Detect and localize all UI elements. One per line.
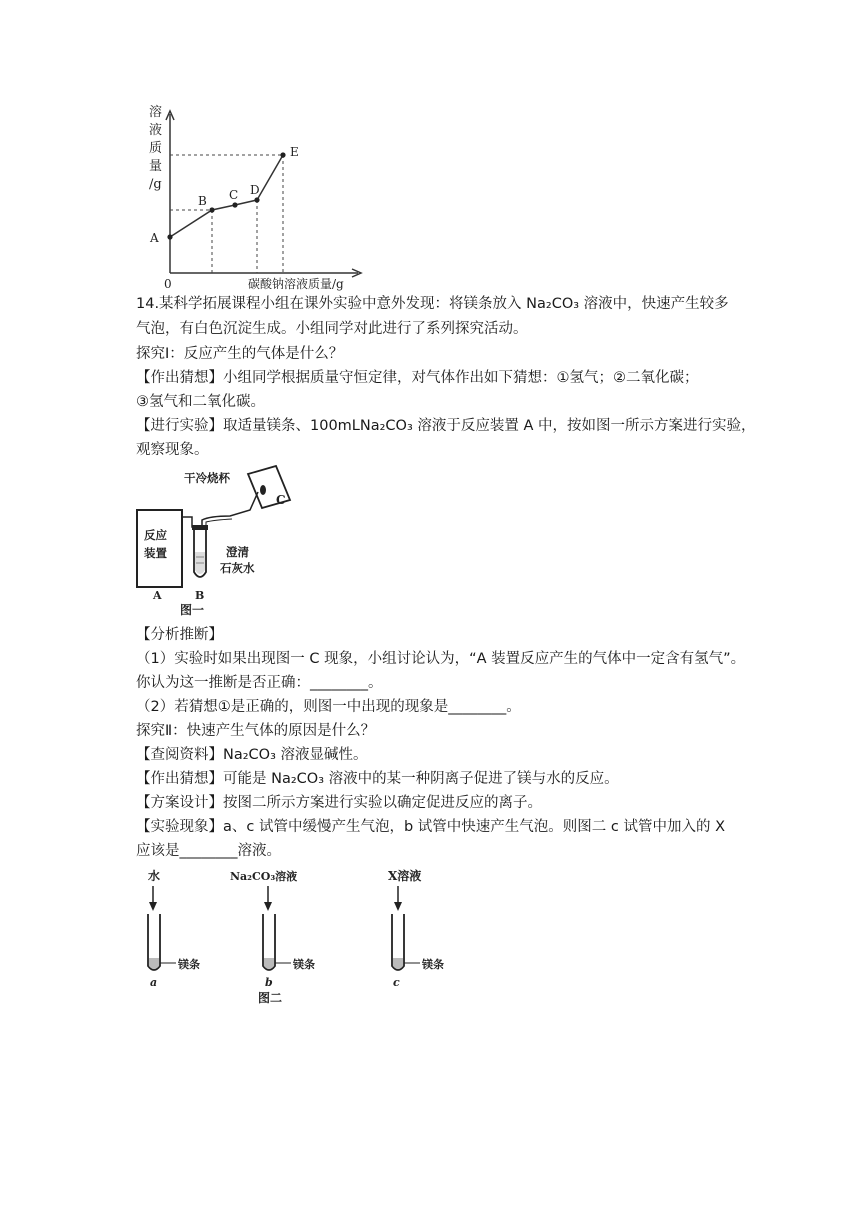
data-curve <box>170 155 283 237</box>
q-line-7: 观察现象。 <box>136 442 209 458</box>
y-axis-label <box>149 104 162 192</box>
figure-2-tubes <box>140 862 470 1007</box>
q2-line-9: 【实验现象】a、c 试管中缓慢产生气泡，b 试管中快速产生气泡。则图二 c 试管中加入的 X <box>136 819 726 835</box>
svg-text:B: B <box>195 589 205 602</box>
point-labels <box>149 145 299 245</box>
point-a <box>167 234 172 239</box>
q2-line-3: 你认为这一推断是否正确：________。 <box>136 675 383 691</box>
svg-text:X溶液: X溶液 <box>388 869 422 883</box>
svg-text:镁条: 镁条 <box>293 958 315 971</box>
svg-text:澄清: 澄清 <box>226 545 249 559</box>
svg-text:C: C <box>276 493 286 507</box>
svg-text:镁条: 镁条 <box>178 958 200 971</box>
q2-line-8: 【方案设计】按图二所示方案进行实验以确定促进反应的离子。 <box>136 795 542 811</box>
svg-text:反应: 反应 <box>144 528 167 542</box>
svg-text:石灰水: 石灰水 <box>220 561 255 575</box>
origin-label: 0 <box>164 277 172 291</box>
q-line-1: 14.某科学拓展课程小组在课外实验中意外发现：将镁条放入 Na₂CO₃ 溶液中，快速产生较多 <box>136 296 729 312</box>
svg-text:图一: 图一 <box>180 603 205 617</box>
svg-text:镁条: 镁条 <box>422 958 444 971</box>
q-line-4: 【作出猜想】小组同学根据质量守恒定律，对气体作出如下猜想：①氢气；②二氧化碳； <box>136 370 699 386</box>
svg-text:c: c <box>393 976 400 989</box>
label-d: D <box>250 183 260 197</box>
q-line-5: ③氢气和二氧化碳。 <box>136 394 265 410</box>
svg-text:a: a <box>150 976 158 989</box>
q-line-2: 气泡，有白色沉淀生成。小组同学对此进行了系列探究活动。 <box>136 321 528 337</box>
label-a: A <box>150 231 159 245</box>
q2-line-10: 应该是________溶液。 <box>136 843 281 859</box>
svg-text:液: 液 <box>149 123 163 138</box>
mass-graph <box>140 100 370 295</box>
guide-lines <box>170 155 283 273</box>
tube-c <box>388 868 444 989</box>
q-line-6: 【进行实验】取适量镁条、100mLNa₂CO₃ 溶液于反应装置 A 中，按如图一所示方案进行实验， <box>136 418 756 434</box>
x-axis-label: 碳酸钠溶液质量/g <box>248 277 344 291</box>
label-b: B <box>198 194 207 208</box>
svg-text:量: 量 <box>149 159 163 174</box>
label-c: C <box>229 188 239 202</box>
q2-line-6: 【查阅资料】Na₂CO₃ 溶液显碱性。 <box>136 747 368 763</box>
q2-line-4: （2）若猜想①是正确的，则图一中出现的现象是________。 <box>136 699 521 715</box>
svg-text:水: 水 <box>148 869 161 883</box>
point-b <box>209 207 214 212</box>
axes <box>166 111 361 277</box>
svg-text:Na₂CO₃溶液: Na₂CO₃溶液 <box>230 870 298 883</box>
tube-a <box>148 868 200 989</box>
svg-text:干冷烧杯: 干冷烧杯 <box>184 471 230 485</box>
figure-1-apparatus <box>130 462 310 617</box>
point-e <box>280 152 285 157</box>
svg-text:b: b <box>265 976 273 989</box>
svg-text:/g: /g <box>149 177 162 192</box>
q2-line-5: 探究Ⅱ：快速产生气体的原因是什么？ <box>136 723 376 739</box>
q-line-3: 探究Ⅰ：反应产生的气体是什么？ <box>136 346 344 362</box>
q2-line-7: 【作出猜想】可能是 Na₂CO₃ 溶液中的某一种阴离子促进了镁与水的反应。 <box>136 771 619 787</box>
tube-b <box>230 869 315 989</box>
q2-line-1: 【分析推断】 <box>136 627 223 643</box>
svg-text:质: 质 <box>149 141 163 156</box>
point-c <box>232 202 237 207</box>
point-d <box>254 197 259 202</box>
label-e: E <box>290 145 299 159</box>
svg-text:溶: 溶 <box>149 105 163 120</box>
figure-2-caption: 图二 <box>258 991 283 1005</box>
q2-line-2: （1）实验时如果出现图一 C 现象，小组讨论认为，“A 装置反应产生的气体中一定含有氢气”。 <box>136 651 746 667</box>
svg-text:装置: 装置 <box>144 546 167 560</box>
svg-text:A: A <box>153 589 162 602</box>
